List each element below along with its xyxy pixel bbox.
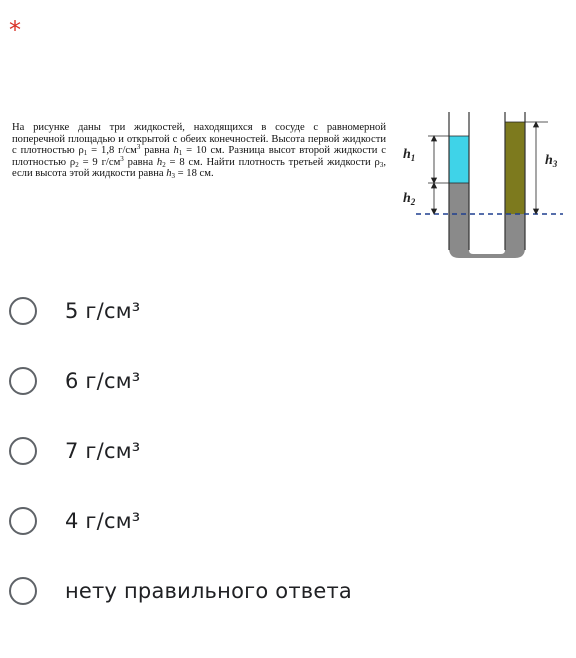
subscript: 1 <box>83 149 88 158</box>
question-text-part: = 9 г/см <box>78 156 121 168</box>
option-2[interactable] <box>9 363 549 399</box>
h2-arrow <box>432 183 437 214</box>
h1-arrow <box>432 136 437 183</box>
subscript: 3 <box>171 172 176 181</box>
question-text-part: = 10 см. Разница высот второй жидкости с плотностью ρ <box>12 145 386 168</box>
question-text <box>12 122 386 180</box>
option-4[interactable] <box>9 503 549 539</box>
variable-h: h <box>166 168 172 180</box>
superscript: 3 <box>136 143 141 152</box>
subscript: 2 <box>162 160 166 169</box>
option-label: 4 г/см³ <box>65 509 141 533</box>
radio-button[interactable] <box>9 297 37 325</box>
required-mark: * <box>9 16 21 44</box>
radio-button[interactable] <box>9 507 37 535</box>
u-tube-diagram <box>398 110 566 260</box>
liquid-1-fill <box>449 136 469 183</box>
question-text-part: = 8 см. Найти плотность третьей жидкости ρ <box>165 156 380 168</box>
option-1[interactable] <box>9 293 549 329</box>
radio-button[interactable] <box>9 437 37 465</box>
option-label: 5 г/см³ <box>65 299 141 323</box>
question-text-part: = 18 см. <box>175 168 214 180</box>
superscript: 3 <box>120 154 124 163</box>
option-label: нету правильного ответа <box>65 579 352 603</box>
h1-label: $h_1$ <box>403 147 416 163</box>
h3-arrow <box>534 122 539 214</box>
option-5[interactable] <box>9 573 549 609</box>
question-text-part: равна <box>140 145 174 157</box>
h2-label: $h_2$ <box>403 191 416 207</box>
option-3[interactable] <box>9 433 549 469</box>
subscript: 1 <box>178 149 183 158</box>
liquid-3-fill <box>505 122 525 214</box>
question-text-part: = 1,8 г/см <box>87 145 137 157</box>
subscript: 2 <box>75 160 79 169</box>
option-label: 6 г/см³ <box>65 369 141 393</box>
variable-h: h <box>173 145 179 157</box>
subscript: 3 <box>379 160 384 169</box>
option-label: 7 г/см³ <box>65 439 141 463</box>
question-text-part: На рисунке даны три жидкостей, находящихся в сосуде с равномерной поперечной площадью и открытой с обеих конечностей. Высота первой жидкости с плотностью ρ <box>12 122 386 157</box>
question-text-part: равна <box>123 156 157 168</box>
radio-button[interactable] <box>9 577 37 605</box>
question-text-part: , если высота этой жидкости равна <box>12 156 386 180</box>
radio-button[interactable] <box>9 367 37 395</box>
h3-label: $h_3$ <box>545 153 558 169</box>
variable-h: h <box>156 156 163 168</box>
